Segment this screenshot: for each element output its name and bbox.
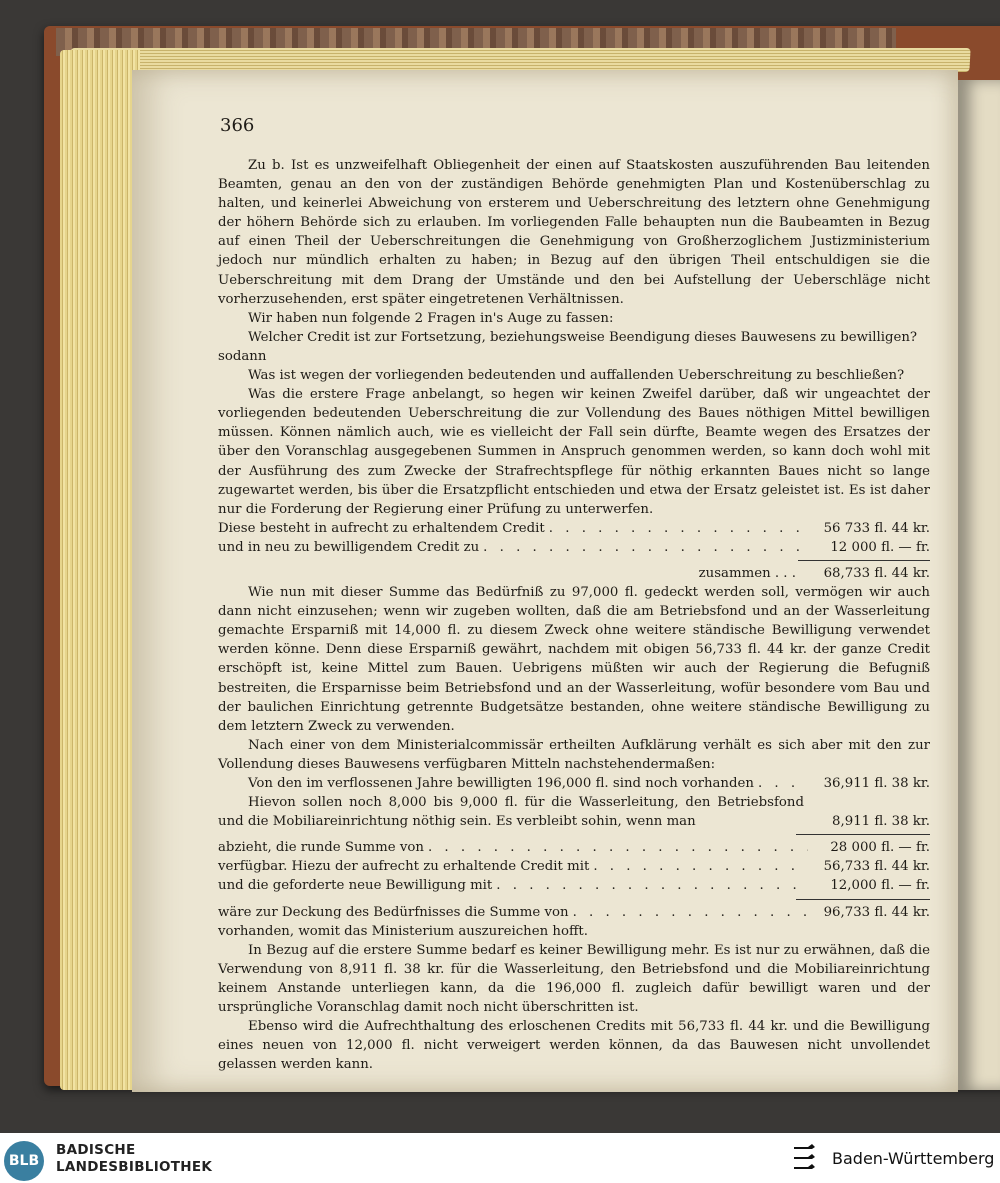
ledger-label: Diese besteht in aufrecht zu erhaltendem Credit bbox=[218, 520, 545, 536]
paragraph: In Bezug auf die erstere Summe bedarf es keiner Bewilligung mehr. Es ist nur zu erwähnen, daß die Verwendung von 8,911 fl. 38 kr. für die Wasserleitung, den Betriebsfond und die Mobiliareinrichtung keinem Anstande unterliegen kann, da die 196,000 fl. zugleich dafür bewilligt waren und der ursprüngliche Voranschlag damit noch nicht überschritten ist. bbox=[218, 942, 930, 1016]
paragraph: Hievon sollen noch 8,000 bis 9,000 fl. für die Wasserleitung, den Betriebsfond und die Mobiliareinrichtung nöthig sein. Es verbleibt sohin, wenn man bbox=[218, 795, 804, 830]
leader-dots bbox=[593, 857, 808, 876]
state-name[interactable]: Baden-Württemberg bbox=[832, 1149, 995, 1168]
ledger-label: verfügbar. Hiezu der aufrecht zu erhaltende Credit mit bbox=[218, 859, 590, 875]
ledger-row bbox=[218, 903, 930, 922]
sum-rule bbox=[796, 834, 930, 835]
ledger-amount: 8,911 fl. 38 kr. bbox=[832, 814, 930, 830]
ledger-row bbox=[218, 838, 930, 857]
paragraph: vorhanden, womit das Ministerium auszureichen hofft. bbox=[218, 923, 588, 939]
library-name-line2: LANDESBIBLIOTHEK bbox=[56, 1159, 213, 1175]
leader-dots bbox=[483, 538, 808, 557]
paragraph: Wir haben nun folgende 2 Fragen in's Auge zu fassen: bbox=[248, 310, 614, 326]
ledger-row bbox=[218, 876, 930, 895]
ledger-label: abzieht, die runde Summe von bbox=[218, 840, 424, 856]
ledger-amount: 56 733 fl. 44 kr. bbox=[823, 520, 930, 536]
ledger-label: wäre zur Deckung des Bedürfnisses die Summe von bbox=[218, 904, 569, 920]
ledger-amount: 12 000 fl. — fr. bbox=[830, 539, 930, 555]
sum-label: zusammen . . . bbox=[698, 565, 796, 581]
paragraph: sodann bbox=[218, 348, 267, 364]
page-number: 366 bbox=[220, 115, 255, 136]
library-name-line1: BADISCHE bbox=[56, 1142, 136, 1158]
page-top-edge bbox=[69, 48, 970, 72]
ledger-row bbox=[218, 519, 930, 538]
library-name[interactable] bbox=[56, 1142, 212, 1176]
ledger-row bbox=[218, 774, 930, 793]
leader-dots bbox=[496, 876, 808, 895]
facing-page-edge bbox=[958, 80, 1000, 1090]
leader-dots bbox=[428, 838, 808, 857]
ledger-amount: 12,000 fl. — fr. bbox=[830, 878, 930, 894]
paragraph: Ebenso wird die Aufrechthaltung des erloschenen Credits mit 56,733 fl. 44 kr. und die Bewilligung eines neuen von 12,000 fl. nicht verweigert werden können, da das Bauwesen nicht unvollendet gelassen werden kann. bbox=[218, 1019, 930, 1073]
ledger-amount: 36,911 fl. 38 kr. bbox=[823, 776, 930, 791]
ledger-sum-row bbox=[218, 564, 930, 583]
ledger-row bbox=[218, 793, 930, 831]
sum-rule bbox=[796, 899, 930, 900]
footer-bar bbox=[0, 1133, 1000, 1183]
ledger-row bbox=[218, 857, 930, 876]
ledger-row bbox=[218, 538, 930, 557]
leader-dots bbox=[573, 903, 808, 922]
ledger-label: und die geforderte neue Bewilligung mit bbox=[218, 878, 493, 894]
ledger-amount: 96,733 fl. 44 kr. bbox=[823, 904, 930, 920]
ledger-label: und in neu zu bewilligendem Credit zu bbox=[218, 539, 480, 555]
sum-amount: 68,733 fl. 44 kr. bbox=[823, 565, 930, 581]
leader-dots bbox=[758, 774, 808, 793]
paragraph: Welcher Credit ist zur Fortsetzung, beziehungsweise Beendigung dieses Bauwesens zu bewilligen? bbox=[248, 329, 918, 345]
paragraph: Nach einer von dem Ministerialcommissär ertheilten Aufklärung verhält es sich aber mit den zur Vollendung dieses Bauwesens verfügbaren Mitteln nachstehendermaßen: bbox=[218, 737, 930, 772]
paragraph: Wie nun mit dieser Summe das Bedürfniß zu 97,000 fl. gedeckt werden soll, vermögen wir auch dann nicht einzusehen; wenn wir zugeben wollten, daß die am Betriebsfond und an der Wasserleitung gemachte Ersparniß mit 14,000 fl. zu diesem Zweck ohne weitere ständische Bewilligung verwendet werden könne. Denn diese Ersparniß gewährt, nachdem mit obigen 56,733 fl. 44 kr. der ganze Credit erschöpft ist, keine Mittel zum Bauen. Uebrigens müßten wir auch der Regierung die Befugniß bestreiten, die Ersparnisse beim Betriebsfond und an der Wasserleitung, wofür besondere vom Bau und der baulichen Einrichtung getrennte Budgetsätze bestanden, ohne weitere ständische Bewilligung zu dem letztern Zweck zu verwenden. bbox=[218, 585, 930, 734]
ledger-amount: 28 000 fl. — fr. bbox=[830, 840, 930, 856]
leader-dots bbox=[549, 519, 808, 538]
paragraph: Was die erstere Frage anbelangt, so hegen wir keinen Zweifel darüber, daß wir ungeachtet der vorliegenden bedeutenden Ueberschreitung die zur Vollendung des Baues nöthigen Mittel bewilligen müssen. Können nämlich auch, wie es vielleicht der Fall sein dürfte, Beamte wegen des Ersatzes der über den Voranschlag ausgegebenen Summen in Anspruch genommen werden, so kann doch wohl mit der Ausführung des zum Zwecke der Strafrechtspflege für nöthig erkannten Baues nicht so lange zugewartet werden, bis über die Ersatzpflicht entschieden und etwa der Ersatz geleistet ist. Es ist daher nur die Forderung der Regierung einer Prüfung zu unterwerfen. bbox=[218, 387, 930, 517]
ledger-amount: 56,733 fl. 44 kr. bbox=[823, 859, 930, 875]
page-body bbox=[218, 156, 930, 1074]
paragraph: Zu b. Ist es unzweifelhaft Obliegenheit der einen auf Staatskosten auszuführenden Bau leitenden Beamten, genau an den von der zuständigen Behörde genehmigten Plan und Kostenüberschlag zu halten, und keinerlei Abweichung von ersterem und Ueberschreitung des letztern ohne Genehmigung der höhern Behörde sich zu erlauben. Im vorliegenden Falle behaupten nun die Baubeamten in Bezug auf einen Theil der Ueberschreitungen die Genehmigung von Großherzoglichem Justizministerium jedoch nur mündlich erhalten zu haben; in Bezug auf den übrigen Theil entschuldigen sie die Ueberschreitung mit dem Drang der Umstände und den bei Aufstellung der Ueberschläge nicht vorherzusehenden, erst später eingetretenen Verhältnissen. bbox=[218, 158, 930, 307]
lion-coat-of-arms-icon[interactable] bbox=[790, 1141, 820, 1177]
page-fore-edge bbox=[60, 50, 140, 1090]
blb-logo-icon[interactable]: BLB bbox=[4, 1141, 44, 1181]
sum-rule bbox=[798, 560, 930, 561]
ledger-label: Von den im verflossenen Jahre bewilligten 196,000 fl. sind noch vorhanden bbox=[248, 776, 754, 791]
paragraph: Was ist wegen der vorliegenden bedeutenden und auffallenden Ueberschreitung zu beschließen? bbox=[248, 368, 905, 384]
